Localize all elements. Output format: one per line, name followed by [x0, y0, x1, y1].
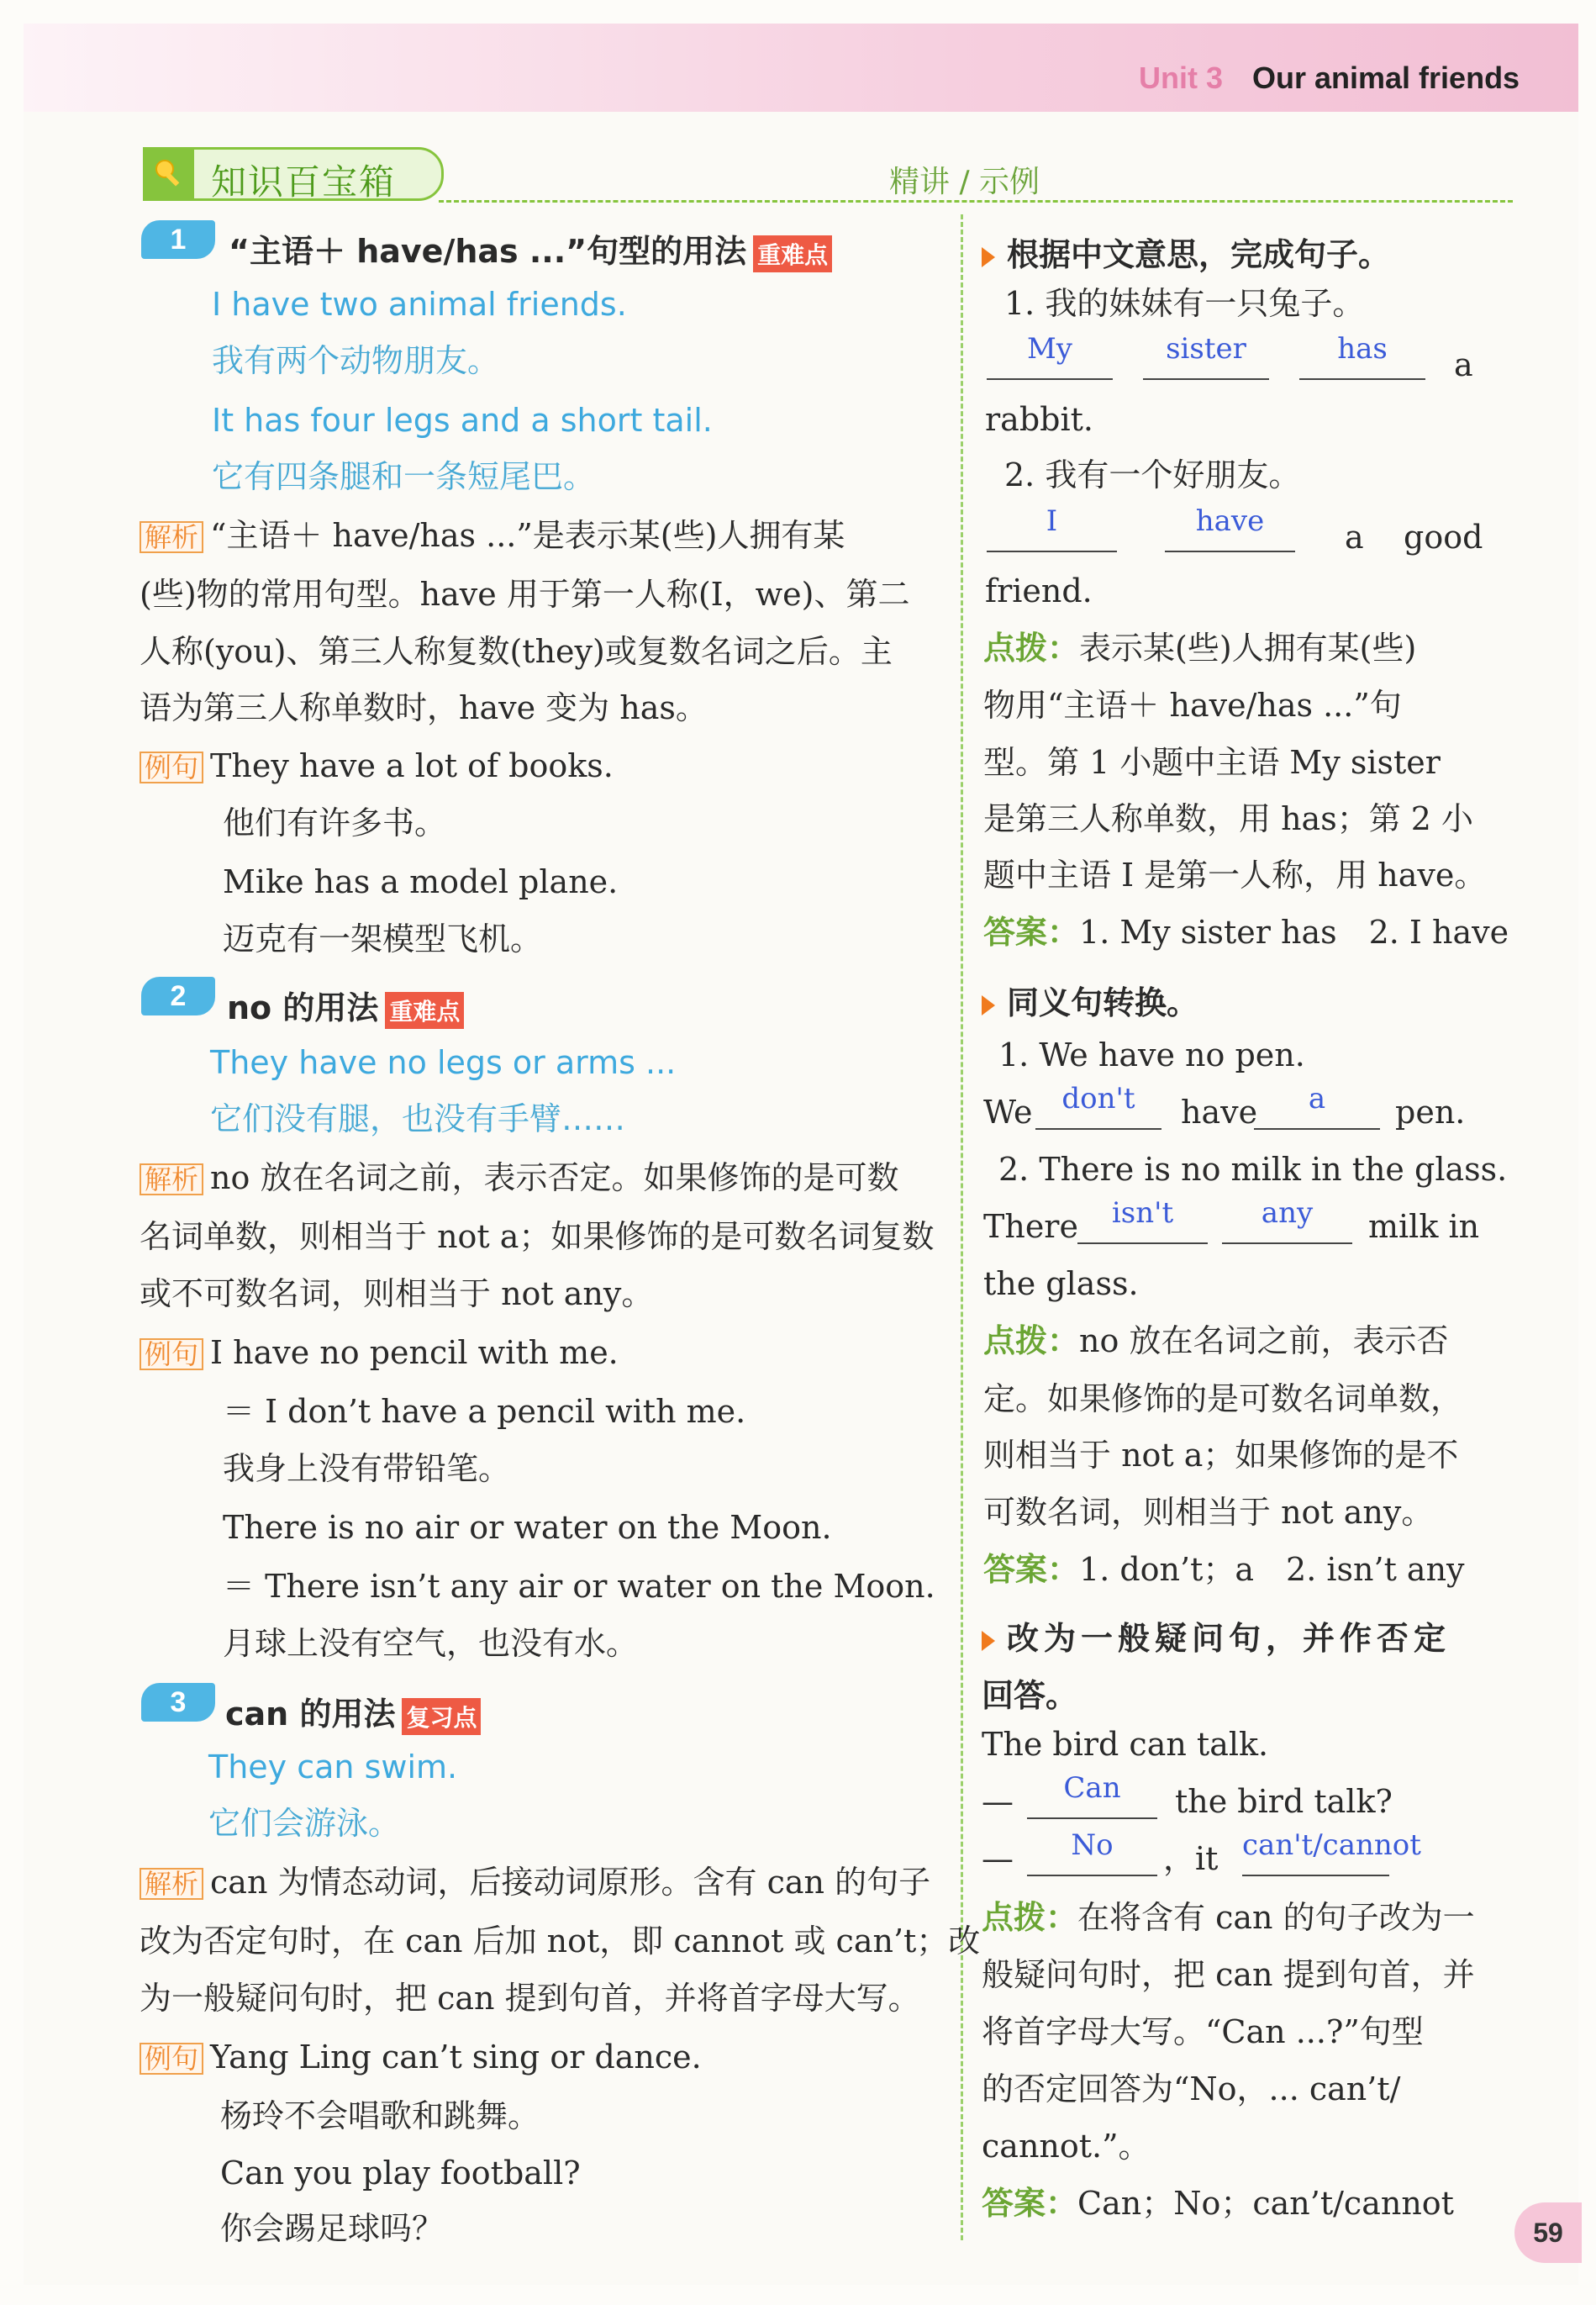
q2-s2-milk: milk in — [1368, 1208, 1480, 1245]
p2-example-label: 例句 — [140, 1338, 203, 1370]
section-subtitle: 精讲 / 示例 — [889, 165, 1040, 199]
q1-answer-5: have — [1195, 504, 1265, 538]
section-title: 知识百宝箱 — [211, 161, 397, 203]
q3-tip-text-1: 在将含有 can 的句子改为一 — [1077, 1899, 1475, 1936]
q1-s1-continued: rabbit. — [985, 401, 1093, 438]
q2-title — [982, 977, 1198, 1023]
q1-answer-label: 答案： — [983, 913, 1080, 951]
q2-tip-line-4: 可数名词，则相当于 not any。 — [983, 1494, 1434, 1531]
triangle-bullet-icon — [982, 247, 995, 267]
q2-blank-3[interactable] — [1077, 1196, 1208, 1244]
q3-tip-line-5: cannot.”。 — [982, 2128, 1151, 2165]
p1-example-line-3: Mike has a model plane. — [223, 863, 619, 900]
q3-sentence: The bird can talk. — [982, 1726, 1269, 1763]
q1-answer-1: My — [1026, 332, 1073, 366]
p1-analysis-line-3: 人称(you)、第三人称复数(they)或复数名词之后。主 — [140, 633, 893, 670]
point-1-badge: 1 — [141, 220, 215, 259]
p2-analysis-line-1 — [140, 1159, 899, 1196]
q1-s1-tail: a — [1454, 346, 1473, 383]
p2-example-text-1: I have no pencil with me. — [210, 1334, 619, 1371]
q2-answer-label: 答案： — [983, 1550, 1080, 1588]
q3-answer-3: can't/cannot — [1242, 1828, 1421, 1862]
p1-example-line-1 — [140, 747, 614, 784]
q2-tip-line-3: 则相当于 not a；如果修饰的是不 — [983, 1437, 1459, 1474]
unit-number: Unit 3 — [1139, 61, 1224, 95]
p1-analysis-text-1: “主语＋ have/has ...”是表示某(些)人拥有某 — [210, 517, 845, 554]
p3-analysis-line-3: 为一般疑问句时，把 can 提到句首，并将首字母大写。 — [140, 1980, 920, 2017]
q1-tip-line-4: 是第三人称单数，用 has；第 2 小 — [983, 800, 1474, 837]
q1-tip-line-5: 题中主语 I 是第一人称，用 have。 — [983, 857, 1487, 894]
q1-sentence-1: 1. 我的妹妹有一只兔子。 — [1004, 285, 1365, 322]
q1-s2-tail-2: good — [1404, 519, 1483, 556]
p1-analysis-label: 解析 — [140, 521, 203, 553]
triangle-bullet-icon — [982, 1631, 995, 1651]
p3-example-line-4: 你会踢足球吗？ — [220, 2210, 445, 2247]
q2-tip-text-1: no 放在名词之前，表示否 — [1079, 1322, 1449, 1359]
q3-tip-label: 点拨： — [982, 1898, 1078, 1936]
p2-example-line-2: ＝ I don’t have a pencil with me. — [223, 1393, 746, 1430]
q2-s2-continued: the glass. — [983, 1265, 1139, 1302]
q2-s1-pen: pen. — [1395, 1094, 1466, 1131]
q1-answer-3: has — [1337, 332, 1388, 366]
q2-answer-3: isn't — [1111, 1196, 1174, 1230]
q1-blank-5[interactable] — [1165, 504, 1295, 552]
q1-blank-2[interactable] — [1143, 332, 1269, 380]
triangle-bullet-icon — [982, 995, 995, 1015]
p1-example-en-1: I have two animal friends. — [212, 286, 627, 323]
point-3-heading-text: can 的用法 — [225, 1696, 396, 1733]
p3-example-line-1 — [140, 2041, 702, 2075]
p1-analysis-line-4: 语为第三人称单数时，have 变为 has。 — [140, 689, 708, 726]
point-3-tag: 复习点 — [402, 1698, 481, 1735]
p3-example-line-2: 杨玲不会唱歌和跳舞。 — [220, 2097, 540, 2134]
key-icon — [145, 150, 194, 198]
p2-example-line-4: There is no air or water on the Moon. — [223, 1509, 832, 1546]
q2-blank-4[interactable] — [1222, 1196, 1352, 1244]
q1-tip-line-1 — [983, 629, 1417, 667]
q2-answer-4: any — [1261, 1196, 1314, 1230]
q2-tip-line-2: 定。如果修饰的是可数名词单数， — [983, 1380, 1463, 1417]
p3-example-zh: 它们会游泳。 — [208, 1805, 401, 1842]
p3-analysis-text-1: can 为情态动词，后接动词原形。含有 can 的句子 — [210, 1864, 931, 1901]
p1-example-en-2: It has four legs and a short tail. — [212, 402, 713, 439]
p1-analysis-line-2: (些)物的常用句型。have 用于第一人称(I，we)、第二 — [140, 576, 910, 613]
q3-tip-line-3: 将首字母大写。“Can ...?”句型 — [982, 2013, 1424, 2050]
q2-tip-label: 点拨： — [983, 1321, 1080, 1359]
header-text — [24, 24, 1578, 112]
p1-example-line-2: 他们有许多书。 — [223, 804, 447, 841]
q1-tip-line-3: 型。第 1 小题中主语 My sister — [983, 744, 1441, 781]
p3-analysis-line-1 — [140, 1866, 930, 1900]
q3-answer-label: 答案： — [982, 2184, 1078, 2222]
q3-title-text-1: 改为一般疑问句，并作否定 — [1007, 1620, 1451, 1657]
q3-tip-line-1 — [982, 1898, 1475, 1936]
p1-example-zh-1: 我有两个动物朋友。 — [212, 342, 500, 379]
q3-line1-tail: the bird talk? — [1175, 1783, 1393, 1820]
q3-answer-line — [982, 2184, 1454, 2222]
q2-blank-1[interactable] — [1035, 1084, 1161, 1130]
q3-blank-2[interactable] — [1027, 1828, 1157, 1876]
q3-blank-1[interactable] — [1027, 1771, 1157, 1819]
q1-answer-4: I — [1046, 504, 1058, 538]
q1-blank-1[interactable] — [987, 332, 1113, 380]
q3-answer-2: No — [1071, 1828, 1114, 1862]
section-banner — [143, 147, 444, 201]
q2-sentence-1: 1. We have no pen. — [998, 1036, 1305, 1073]
q2-answer-line — [983, 1550, 1465, 1588]
q3-answer-text: Can；No；can’t/cannot — [1077, 2185, 1454, 2222]
unit-title: Our animal friends — [1252, 61, 1520, 95]
p2-analysis-line-2: 名词单数，则相当于 not a；如果修饰的是可数名词复数 — [140, 1218, 935, 1255]
p1-example-text-1: They have a lot of books. — [210, 747, 614, 784]
q2-answer-2: a — [1308, 1082, 1326, 1116]
q2-s1-have: have — [1181, 1094, 1258, 1131]
q2-answer-text: 1. don’t；a 2. isn’t any — [1079, 1551, 1465, 1588]
q3-dash-2: — — [982, 1840, 1014, 1877]
point-2-heading — [227, 982, 464, 1029]
p1-example-zh-2: 它有四条腿和一条短尾巴。 — [212, 458, 596, 495]
q3-line2-comma: ，it — [1163, 1840, 1219, 1877]
q2-sentence-2: 2. There is no milk in the glass. — [998, 1151, 1508, 1188]
p2-example-line-6: 月球上没有空气，也没有水。 — [223, 1625, 639, 1662]
q1-blank-4[interactable] — [987, 504, 1117, 552]
p1-analysis-line-1 — [140, 517, 845, 554]
point-2-tag: 重难点 — [385, 992, 464, 1029]
q2-title-text: 同义句转换。 — [1007, 984, 1199, 1021]
p2-example-line-5: ＝ There isn’t any air or water on the Moon. — [223, 1568, 935, 1605]
q3-tip-line-4: 的否定回答为“No，... can’t/ — [982, 2070, 1401, 2107]
point-1-tag: 重难点 — [753, 235, 832, 272]
p3-example-line-3: Can you play football? — [220, 2155, 581, 2192]
point-3-heading — [225, 1688, 481, 1735]
p3-example-en: They can swim. — [208, 1749, 458, 1785]
point-2-badge: 2 — [141, 977, 215, 1015]
q1-tip-line-2: 物用“主语＋ have/has ...”句 — [983, 687, 1402, 724]
q1-answer-2: sister — [1166, 332, 1246, 366]
q2-blank-2[interactable] — [1254, 1084, 1380, 1130]
p2-analysis-line-3: 或不可数名词，则相当于 not any。 — [140, 1275, 654, 1312]
q3-dash-1: — — [982, 1783, 1014, 1820]
q2-tip-line-1 — [983, 1321, 1449, 1359]
p2-example-en: They have no legs or arms ... — [210, 1044, 677, 1081]
q1-answer-text: 1. My sister has 2. I have — [1079, 914, 1509, 951]
p3-example-text-1: Yang Ling can’t sing or dance. — [210, 2039, 702, 2076]
q3-tip-line-2: 般疑问句时，把 can 提到句首，并 — [982, 1956, 1475, 1993]
q3-title-line-2: 回答。 — [982, 1677, 1078, 1714]
q3-title-line-1 — [982, 1612, 1451, 1659]
p3-example-label: 例句 — [140, 2043, 203, 2075]
p1-example-line-4: 迈克有一架模型飞机。 — [223, 920, 543, 957]
q3-answer-1: Can — [1063, 1771, 1121, 1805]
q2-s2-there: There — [983, 1208, 1078, 1245]
q1-s2-continued: friend. — [985, 572, 1093, 609]
q2-s1-we: We — [983, 1094, 1033, 1131]
point-1-heading — [229, 225, 832, 272]
p2-analysis-label: 解析 — [140, 1163, 203, 1195]
p3-analysis-label: 解析 — [140, 1868, 203, 1900]
p3-analysis-line-2: 改为否定句时，在 can 后加 not，即 cannot 或 can’t；改 — [140, 1923, 981, 1960]
p2-example-line-1 — [140, 1334, 619, 1371]
point-3-badge: 3 — [141, 1683, 215, 1722]
q3-blank-3[interactable] — [1242, 1828, 1421, 1876]
q1-blank-3[interactable] — [1299, 332, 1425, 380]
p1-example-label: 例句 — [140, 752, 203, 783]
q1-title-text: 根据中文意思，完成句子。 — [1007, 236, 1391, 273]
point-2-heading-text: no 的用法 — [227, 989, 379, 1026]
p2-example-line-3: 我身上没有带铅笔。 — [223, 1450, 511, 1487]
q1-tip-text-1: 表示某(些)人拥有某(些) — [1079, 630, 1417, 667]
q1-answer-line — [983, 913, 1509, 951]
p2-analysis-text-1: no 放在名词之前，表示否定。如果修饰的是可数 — [210, 1159, 899, 1196]
q1-tip-label: 点拨： — [983, 629, 1080, 667]
q1-title — [982, 229, 1390, 275]
q1-sentence-2: 2. 我有一个好朋友。 — [1004, 456, 1301, 493]
page-number: 59 — [1514, 2202, 1582, 2263]
point-1-heading-text: “主语＋ have/has ...”句型的用法 — [229, 233, 747, 270]
q1-s2-tail-1: a — [1345, 519, 1364, 556]
p2-example-zh: 它们没有腿，也没有手臂…… — [210, 1100, 626, 1137]
q2-answer-1: don't — [1061, 1082, 1135, 1116]
